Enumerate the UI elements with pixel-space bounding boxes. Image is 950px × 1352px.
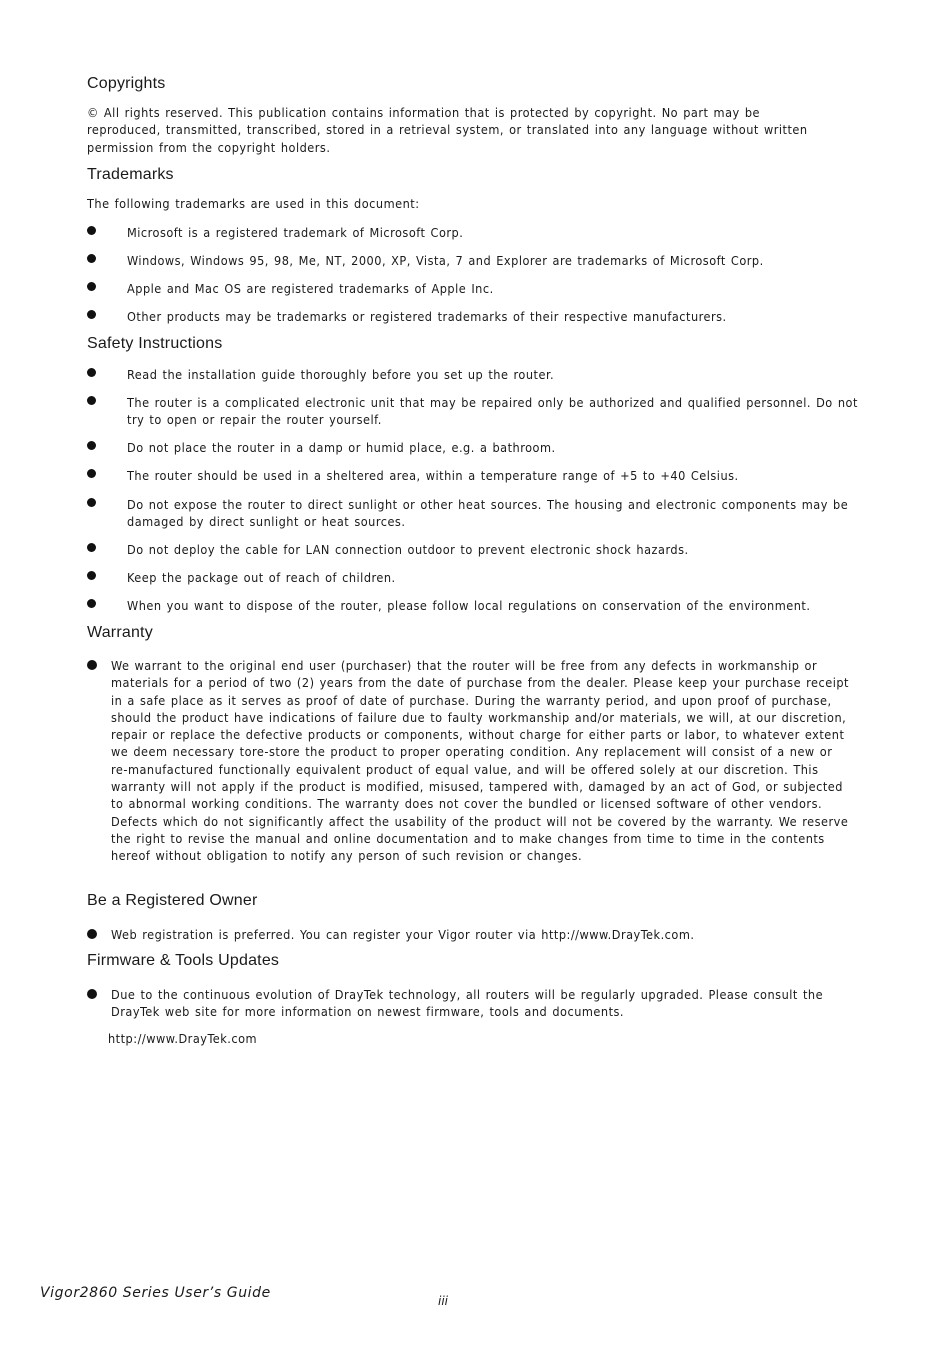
bullet-icon xyxy=(87,599,96,608)
trademarks-heading: Trademarks xyxy=(87,166,174,183)
bullet-icon xyxy=(87,498,96,507)
page-number: iii xyxy=(438,1294,449,1308)
copyrights-text: © All rights reserved. This publication contains information that is protected by copyright. No part may be reproduced, transmitted, transcribed, stored in a retrieval system, or translated into any language without written permission from the copyright holders. xyxy=(87,105,808,155)
bullet-icon xyxy=(87,929,97,939)
warranty-heading: Warranty xyxy=(87,624,153,641)
bullet-icon xyxy=(87,571,96,580)
trademarks-intro: The following trademarks are used in this document: xyxy=(87,196,420,211)
bullet-icon xyxy=(87,310,96,319)
copyrights-heading: Copyrights xyxy=(87,75,166,92)
bullet-icon xyxy=(87,254,96,263)
bullet-icon xyxy=(87,226,96,235)
footer-guide-title: Vigor2860 Series User’s Guide xyxy=(40,1285,271,1301)
firmware-url[interactable]: http://www.DrayTek.com xyxy=(108,1031,258,1046)
bullet-icon xyxy=(87,368,96,377)
bullet-icon xyxy=(87,660,97,670)
firmware-heading: Firmware & Tools Updates xyxy=(87,952,280,969)
bullet-icon xyxy=(87,989,97,999)
bullet-icon xyxy=(87,469,96,478)
bullet-icon xyxy=(87,441,96,450)
bullet-icon xyxy=(87,282,96,291)
bullet-icon xyxy=(87,396,96,405)
bullet-icon xyxy=(87,543,96,552)
safety-heading: Safety Instructions xyxy=(87,335,223,352)
registered-heading: Be a Registered Owner xyxy=(87,892,258,909)
document-page: Copyrights © All rights reserved. This publication contains information that is protected by copyright. No part may be reproduced, transmitted, transcribed, stored in a retrieval system, or translated into any language without written permission from the copyright holders. Trademarks The following trademarks are used in this document: Microsoft is a registered trademark of Microsoft Corp. Windows, Windows 95, 98, Me, NT, 2000, XP, Vista, 7 and Explorer are trademarks of Microsoft Corp. Apple and Mac OS are registered trademarks of Apple Inc. Other products may be trademarks or registered trademarks of their respective manufacturers. Safety Instructions Read the installation guide thoroughly before you set up the router. The router is a complicated electronic unit that may be repaired only be authorized and qualified personnel. Do not try to open or repair the router yourself. Do not place the router in a damp or humid place, e.g. a bathroom. The router should be used in a sheltered area, within a temperature range of +5 to +40 Celsius. Do not expose the router to direct sunlight or other heat sources. The housing and electronic components may be damaged by direct sunlight or heat sources. Do not deploy the cable for LAN connection outdoor to prevent electronic shock hazards. Keep the package out of reach of children. When you want to dispose of the router, please follow local regulations on conservation of the environment. Warranty We warrant to the original end user (purchaser) that the router will be free from any defects in workmanship or materials for a period of two (2) years from the date of purchase from the dealer. Please keep your purchase receipt in a safe place as it serves as proof of date of purchase. During the warranty period, and upon proof of purchase, should the product have indications of failure due to faulty workmanship and/or materials, we will, at our discretion, repair or replace the defective products or components, without charge for either parts or labor, to whatever extent we deem necessary tore-store the product to proper operating condition. Any replacement will consist of a new or re-manufactured functionally equivalent product of equal value, and will be offered solely at our discretion. This warranty will not apply if the product is modified, misused, tampered with, damaged by an act of God, or subjected to abnormal working conditions. The warranty does not cover the bundled or licensed software of other vendors. Defects which do not significantly affect the usability of the product will not be covered by the warranty. We reserve the right to revise the manual and online documentation and to make changes from time to time in the contents hereof without obligation to notify any person of such revision or changes. Be a Registered Owner Web registration is preferred. You can register your Vigor router via http://www.DrayTek.com. Firmware & Tools Updates Due to the continuous evolution of DrayTek technology, all routers will be regularly upgraded. Please consult the DrayTek web site for more information on newest firmware, tools and documents. http://www.DrayTek.com Vigor2860 Series User’s Guide iii xyxy=(0,0,950,1352)
